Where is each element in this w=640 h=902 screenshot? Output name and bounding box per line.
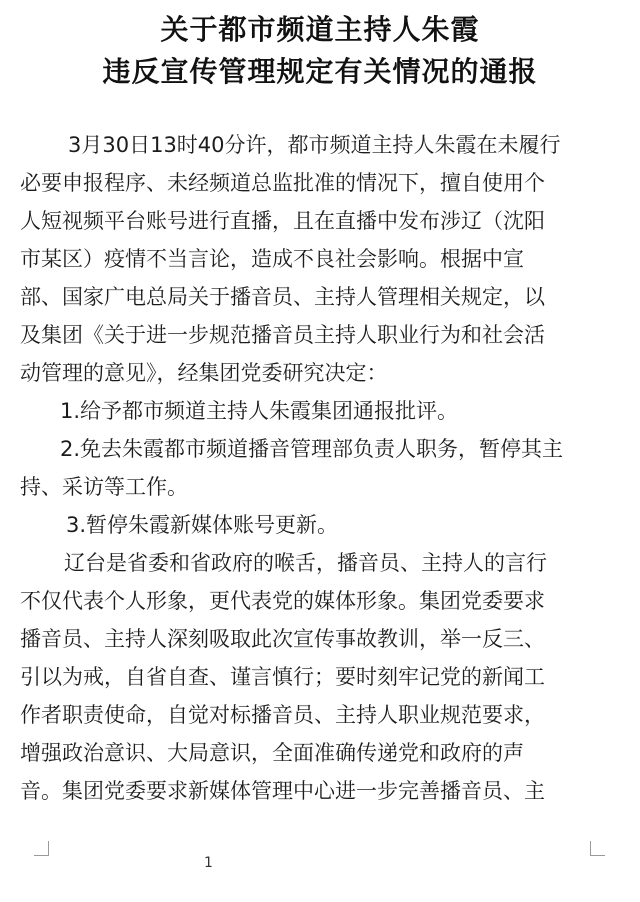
resolution-item-2: 2.免去朱霞都市频道播音管理部负责人职务，暂停其主	[60, 437, 564, 461]
body-line: 引以为戒，自省自查、谨言慎行；要时刻牢记党的新闻工	[20, 665, 545, 689]
document-title-line-1: 关于都市频道主持人朱霞	[160, 13, 480, 46]
body-line: 市某区）疫情不当言论，造成不良社会影响。根据中宣	[20, 247, 524, 271]
page-number: 1	[204, 855, 213, 871]
resolution-item-1: 1.给予都市频道主持人朱霞集团通报批评。	[60, 399, 459, 423]
body-line: 动管理的意见》，经集团党委研究决定：	[20, 361, 388, 385]
resolution-item-2-continued: 持、采访等工作。	[20, 475, 188, 499]
body-line: 播音员、主持人深刻吸取此次宣传事故教训，举一反三、	[20, 627, 545, 651]
body-line: 3月30日13时40分许，都市频道主持人朱霞在未履行	[68, 133, 561, 157]
document-title-line-2: 违反宣传管理规定有关情况的通报	[102, 55, 538, 88]
resolution-item-3: 3.暂停朱霞新媒体账号更新。	[66, 513, 339, 537]
body-line: 音。集团党委要求新媒体管理中心进一步完善播音员、主	[20, 779, 545, 803]
body-line: 增强政治意识、大局意识，全面准确传递党和政府的声	[20, 741, 524, 765]
body-line: 人短视频平台账号进行直播，且在直播中发布涉辽（沈阳	[20, 209, 545, 233]
body-line: 部、国家广电总局关于播音员、主持人管理相关规定，以	[20, 285, 545, 309]
body-line: 辽台是省委和省政府的喉舌，播音员、主持人的言行	[64, 551, 547, 575]
body-line: 必要申报程序、未经频道总监批准的情况下，擅自使用个	[20, 171, 545, 195]
body-line: 作者职责使命，自觉对标播音员、主持人职业规范要求，	[20, 703, 545, 727]
crop-mark-right	[590, 841, 605, 856]
body-line: 及集团《关于进一步规范播音员主持人职业行为和社会活	[20, 323, 545, 347]
body-line: 不仅代表个人形象，更代表党的媒体形象。集团党委要求	[20, 589, 545, 613]
crop-mark-left	[34, 841, 49, 856]
